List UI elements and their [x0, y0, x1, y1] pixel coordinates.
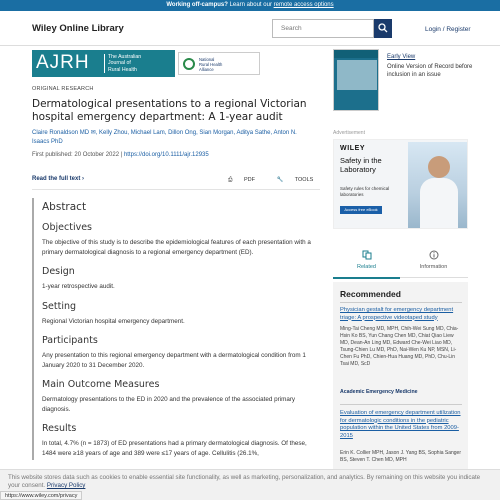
recommended-panel	[333, 282, 468, 472]
tab-related[interactable]	[333, 250, 400, 270]
recommended-article-link[interactable]: Physician gestalt for emergency department triage: A prospective videotaped study	[340, 307, 454, 321]
ad-subtitle: Safety rules for chemical laboratories	[340, 186, 390, 197]
cookie-text	[8, 474, 492, 490]
ajrh-separator	[104, 54, 105, 73]
nrha-line2: Rural Health	[199, 62, 223, 67]
nrha-name	[199, 57, 222, 72]
remote-access-link[interactable]: remote access options	[273, 2, 334, 8]
early-view-description: Online Version of Record before inclusion in an issue	[387, 64, 473, 78]
scientist-head-shape	[428, 156, 450, 178]
journal-name-line3: Rural Health	[108, 66, 137, 73]
author-list[interactable]: Claire Ronaldson MD ✉, Kelly Zhou, Michael Lam, Dillon Ong, Sian Morgan, Aditya Sathe, Anton N. Isaacs PhD	[32, 130, 297, 145]
journal-cover[interactable]	[333, 49, 379, 111]
abstract-section	[32, 198, 320, 460]
tab-related-label: Related	[357, 264, 376, 270]
divider	[340, 302, 462, 303]
nrha-logo	[178, 52, 260, 75]
privacy-policy-link[interactable]: Privacy Policy	[46, 482, 86, 489]
tab-information-label: Information	[419, 264, 448, 270]
login-register-link[interactable]: Login / Register	[425, 26, 471, 33]
section-text: The objective of this study is to describe the epidemiological features of each presentation with a primary dermatological diagnosis to a regional emergency department (ED).	[42, 239, 311, 256]
info-icon	[429, 250, 439, 260]
published-date: First published: 20 October 2022	[32, 152, 120, 158]
tools-label: TOOLS	[294, 177, 314, 183]
section-text: In total, 4.7% (n = 1873) of ED presentations had a primary dermatological diagnosis. Of these, 1484 were ≥18 years of age and 389 were ≤17 years of age. Cellulitis (26.1%,	[42, 440, 307, 457]
cover-photo	[337, 60, 377, 90]
section-heading: Results	[42, 423, 77, 434]
banner-text: Learn about our	[227, 2, 274, 8]
ad-title: Safety in the Laboratory	[340, 156, 382, 174]
ajrh-logo	[32, 50, 175, 77]
abstract-heading: Abstract	[42, 201, 87, 213]
article-type: ORIGINAL RESEARCH	[32, 86, 94, 92]
pdf-icon: ⎙	[228, 177, 233, 183]
section-heading: Setting	[42, 300, 77, 312]
cover-band	[334, 50, 378, 58]
journal-name-line1: The Australian	[108, 54, 142, 60]
off-campus-banner	[0, 0, 500, 11]
search-button[interactable]	[374, 19, 392, 38]
advertisement[interactable]	[333, 139, 468, 229]
ajrh-abbr: AJRH	[36, 52, 90, 73]
recommended-heading: Recommended	[340, 289, 401, 299]
recommended-article-link[interactable]: Evaluation of emergency department utilization for dermatologic conditions in the pediatric population within the United States from 2009-2015	[340, 410, 461, 439]
read-full-text-link[interactable]: Read the full text ›	[32, 176, 85, 182]
journal-name	[108, 54, 141, 73]
site-header	[0, 11, 500, 46]
section-text: Any presentation to this regional emergency department with a dermatological condition from 1 January 2020 to 31 December 2020.	[42, 352, 306, 369]
journal-name-line2: Journal of	[108, 60, 131, 67]
ad-access-button[interactable]: Access free eBook	[340, 206, 382, 214]
active-tab-indicator	[333, 277, 400, 279]
recommended-article-journal[interactable]: Academic Emergency Medicine	[340, 389, 418, 395]
related-icon	[362, 250, 372, 260]
pdf-label: PDF	[243, 177, 255, 183]
cookie-message: This website stores data such as cookies to enable essential site functionality, as well as marketing, personalization, and analytics. By remaining on this website you indicate your consent.	[8, 474, 481, 489]
tab-information[interactable]	[400, 250, 467, 270]
publication-info: First published: 20 October 2022 | https://doi.org/10.1111/ajr.12935	[32, 152, 209, 158]
early-view-link[interactable]: Early View	[387, 54, 416, 60]
nrha-emblem-icon	[183, 58, 195, 70]
nrha-line3: Alliance	[199, 67, 214, 72]
search-placeholder: Search	[281, 25, 302, 32]
ad-brand: WILEY	[340, 145, 366, 152]
search-icon	[378, 23, 388, 33]
advertisement-label: Advertisement	[333, 130, 365, 136]
section-heading: Objectives	[42, 222, 92, 233]
section-text: 1-year retrospective audit.	[42, 283, 115, 290]
article-title: Dermatological presentations to a regional Victorian hospital emergency department: A 1-year audit	[32, 98, 307, 123]
divider	[32, 189, 320, 190]
section-heading: Design	[42, 266, 75, 277]
section-text: Regional Victorian hospital emergency department.	[42, 317, 185, 325]
search-input[interactable]	[272, 19, 374, 38]
section-text: Dermatology presentations to the ED in 2020 and the prevalence of the associated primary diagnosis.	[42, 396, 296, 413]
sidebar-tabs	[333, 248, 468, 278]
divider	[340, 404, 462, 405]
section-heading: Main Outcome Measures	[42, 379, 160, 390]
status-bar-url: https://www.wiley.com/privacy	[0, 491, 82, 500]
lab-coat-shape	[420, 178, 458, 228]
recommended-article-authors: Ming-Tai Cheng MD, MPH, Chih-Wei Sung MD, Chia-Hsin Ko BS, Yun Chang Chen MD, Chiat Qiao Liew MD, Dean-An Ling MD, Edward Che-Wei Liao MD, Tsung-Chien Lu MD, PhD, Nai-Wen Ku NP, MSN, Li-Chen Fu PhD, Chien-Hua Huang MD, PhD, Chu-Lin Tsai MD, ScD	[340, 326, 459, 367]
tools-button[interactable]	[276, 177, 323, 183]
section-heading: Participants	[42, 335, 98, 346]
doi-link[interactable]: https://doi.org/10.1111/ajr.12935	[123, 152, 209, 158]
ad-photo	[408, 142, 467, 228]
wiley-logo[interactable]: Wiley Online Library	[32, 23, 124, 34]
wrench-icon: 🔧	[276, 177, 284, 183]
pdf-button[interactable]	[228, 177, 265, 183]
journal-banner[interactable]	[32, 50, 256, 77]
banner-bold: Working off-campus?	[166, 2, 228, 8]
recommended-article-authors: Erin K. Collier MPH, Jason J. Yang BS, Sophia Sanger BS, Steven T. Chen MD, MPH	[340, 450, 461, 463]
nrha-line1: National	[199, 57, 215, 62]
